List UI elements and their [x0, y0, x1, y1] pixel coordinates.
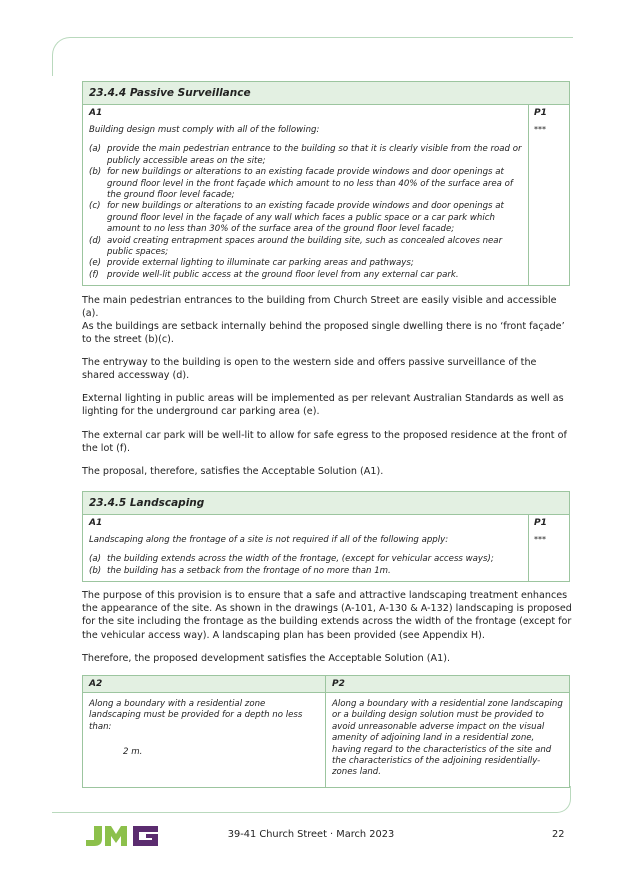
criterion-item: (f) provide well-lit public access at the ground floor level from any external car park. — [89, 269, 459, 280]
body-paragraph: Therefore, the proposed development satisfies the Acceptable Solution (A1). — [82, 653, 450, 664]
criterion-item: (b) for new buildings or alterations to an existing facade provide windows and door openings at ground floor level in the front façade which amount to no less than 40% of the surface area of the ground floor level facade; — [89, 167, 513, 201]
a-label: A1 — [89, 108, 103, 118]
body-paragraph: The proposal, therefore, satisfies the Acceptable Solution (A1). — [82, 466, 384, 477]
p-text: *** — [534, 125, 546, 134]
a2-text: Along a boundary with a residential zone landscaping must be provided for a depth no less than: — [89, 699, 303, 732]
p2-cell — [326, 676, 569, 787]
a2-label: A2 — [83, 676, 325, 693]
intro-text: Building design must comply with all of the following: — [89, 125, 320, 135]
criterion-item: (a) provide the main pedestrian entrance to the building so that it is clearly visible from the road or publicly accessible areas on the site; — [89, 144, 522, 166]
body-paragraph: The entryway to the building is open to the western side and offers passive surveillance of the shared accessway (d). — [82, 357, 537, 382]
p-label: P1 — [534, 108, 547, 118]
body-paragraph: As the buildings are setback internally behind the proposed single dwelling there is no ‘front façade’ to the street (b)(c). — [82, 321, 565, 346]
criterion-item: (e) provide external lighting to illuminate car parking areas and pathways; — [89, 258, 414, 269]
a2-p2-table — [82, 675, 570, 788]
landscaping-table — [82, 491, 570, 582]
intro-text: Landscaping along the frontage of a site is not required if all of the following apply: — [89, 535, 449, 545]
acceptable-solution-cell — [83, 105, 529, 285]
criterion-item: (c) for new buildings or alterations to an existing facade provide windows and door openings at ground floor level in the façade of any wall which faces a public space or a car park which amount to no less than 30% of the surface area of the ground floor level facade; — [89, 201, 504, 235]
performance-criteria-cell — [529, 515, 569, 581]
p-text: *** — [534, 535, 546, 544]
passive-surveillance-table — [82, 81, 570, 286]
a-label: A1 — [89, 518, 103, 528]
a2-cell — [83, 676, 326, 787]
table-title: 23.4.5 Landscaping — [83, 492, 569, 515]
body-paragraph: The main pedestrian entrances to the building from Church Street are easily visible and accessible (a). — [82, 295, 557, 320]
performance-criteria-cell — [529, 105, 569, 285]
criterion-item: (a) the building extends across the width of the frontage, (except for vehicular access ways); — [89, 554, 494, 565]
a2-value: 2 m. — [123, 747, 143, 758]
p2-text: Along a boundary with a residential zone landscaping or a building design solution must be provided to avoid unreasonable adverse impact on the visual amenity of adjoining land in a residential zone, having regard to the characteristics of the site and the characteristics of the adjoining residentially-zones land. — [332, 699, 563, 778]
page-number: 22 — [552, 829, 565, 840]
p-label: P1 — [534, 518, 547, 528]
body-paragraph: The external car park will be well-lit to allow for safe egress to the proposed residence at the front of the lot (f). — [82, 430, 567, 455]
table-title: 23.4.4 Passive Surveillance — [83, 82, 569, 105]
p2-label: P2 — [326, 676, 569, 693]
footer-decoration-line — [52, 786, 571, 813]
criterion-item: (b) the building has a setback from the frontage of no more than 1m. — [89, 565, 391, 576]
body-paragraph: The purpose of this provision is to ensure that a safe and attractive landscaping treatment enhances the appearance of the site. As shown in the drawings (A-101, A-130 & A-132) landscaping is proposed for the site including the frontage as the building extends across the width of the frontage (except for the vehicular access way). A landscaping plan has been provided (see Appendix H). — [82, 590, 572, 641]
header-decoration-line — [52, 37, 573, 76]
footer-text: 39-41 Church Street · March 2023 — [227, 829, 395, 840]
acceptable-solution-cell — [83, 515, 529, 581]
body-paragraph: External lighting in public areas will be implemented as per relevant Australian Standards as well as lighting for the underground car parking area (e). — [82, 393, 564, 418]
criterion-item: (d) avoid creating entrapment spaces around the building site, such as concealed alcoves near public spaces; — [89, 235, 503, 258]
